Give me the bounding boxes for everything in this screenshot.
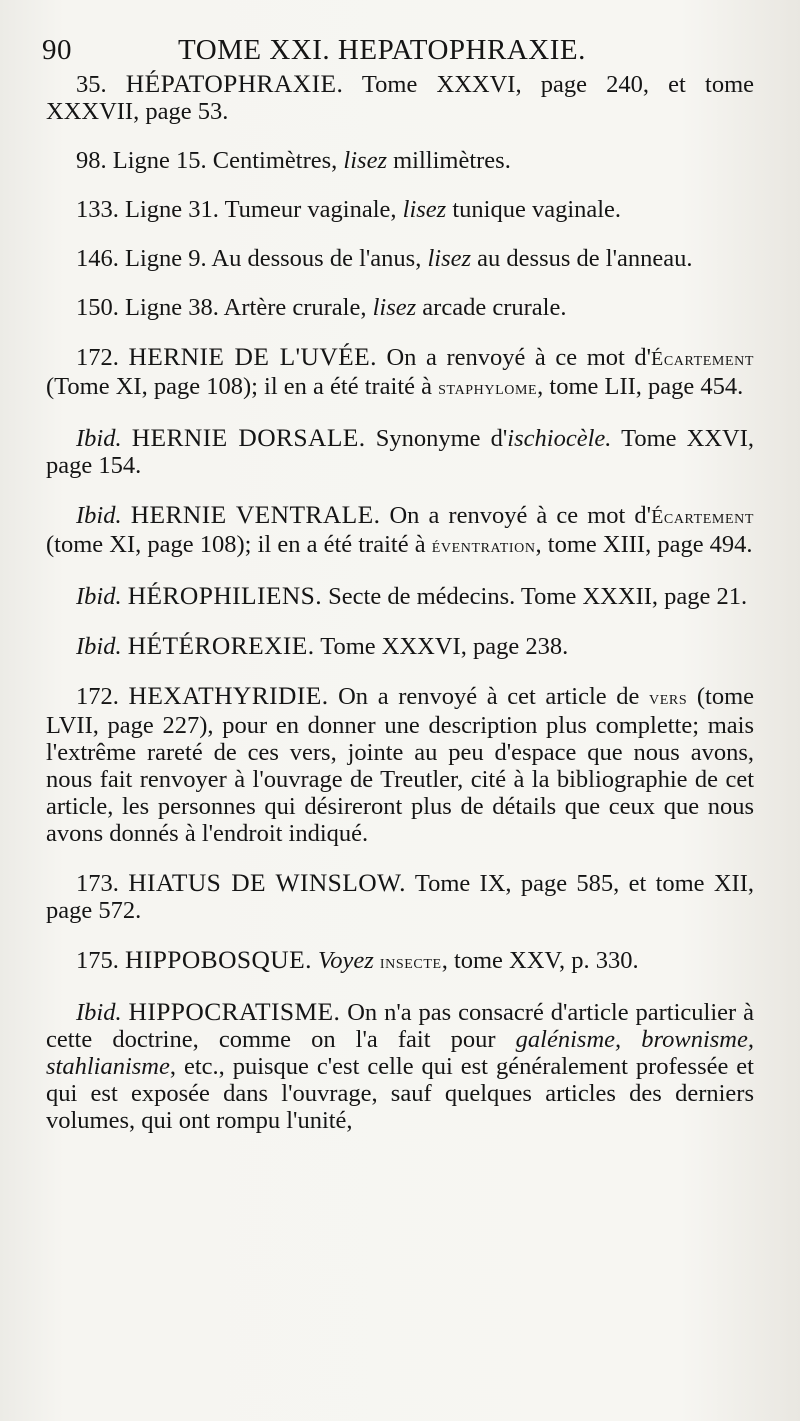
entry-text-segment: [122, 999, 129, 1026]
entry-text-segment: Ibid.: [76, 583, 122, 610]
entry-175: [46, 946, 754, 976]
entry-heterorexie: [46, 632, 754, 660]
entry-text-segment: Écartement: [651, 348, 754, 370]
entry-text-segment: 146. Ligne 9. Au dessous de l'anus,: [76, 245, 428, 272]
entry-text-segment: 133. Ligne 31. Tumeur vaginale,: [76, 196, 403, 223]
entry-text-segment: On a renvoyé à ce mot d': [380, 502, 652, 529]
entry-text-segment: HIPPOCRATISME.: [128, 997, 341, 1026]
entry-text-segment: Écartement: [651, 506, 754, 528]
running-header: [42, 30, 754, 70]
entry-98: [46, 147, 754, 174]
entry-text-segment: vers: [649, 687, 688, 709]
entry-text-segment: HEXATHYRIDIE.: [128, 681, 329, 710]
entry-text-segment: HERNIE VENTRALE.: [130, 500, 381, 529]
entry-text-segment: éventration: [431, 535, 536, 557]
entry-text-segment: Ibid.: [76, 633, 122, 660]
entry-text-segment: Voyez: [318, 947, 374, 974]
entry-text-segment: , etc., puisque c'est celle qui est généralement professée et qui est exposée dans l'ouvrage, sauf quelques articles des derniers volumes, qui ont rompu l'unité,: [46, 1053, 754, 1134]
entry-text-segment: (tome LVII, page 227), pour en donner une description plus complette; mais l'extrême rareté de ces vers, jointe au peu d'espace que nous avons, nous fait renvoyer à l'ouvrage de Treutler, cité à la bibliographie de cet article, les personnes qui désireront plus de détails que ceux que nous avons donnés à l'endroit indiqué.: [46, 683, 754, 847]
entry-text-segment: Ibid.: [76, 999, 122, 1026]
entry-146: [46, 245, 754, 272]
entry-text-segment: arcade crurale.: [416, 294, 567, 321]
entry-text-segment: HÉTÉROREXIE.: [127, 631, 315, 660]
entry-text-segment: Ibid.: [76, 502, 122, 529]
entry-text-segment: [122, 425, 132, 452]
page-body: [46, 70, 754, 1134]
entry-hippocratisme: [46, 998, 754, 1134]
entry-text-segment: 175.: [76, 947, 125, 974]
entry-hernie-dorsale: [46, 424, 754, 479]
entry-text-segment: Synonyme d': [365, 425, 508, 452]
entry-text-segment: HÉROPHILIENS.: [127, 581, 323, 610]
entry-text-segment: ischiocèle.: [507, 425, 612, 452]
entry-text-segment: 150. Ligne 38. Artère crurale,: [76, 294, 373, 321]
entry-150: [46, 294, 754, 321]
entry-172-hexathyridie: [46, 682, 754, 847]
entry-text-segment: HERNIE DE L'UVÉE.: [128, 342, 377, 371]
entry-text-segment: tunique vaginale.: [446, 196, 622, 223]
entry-text-segment: Ibid.: [76, 425, 122, 452]
entry-text-segment: millimètres.: [386, 147, 511, 174]
entry-text-segment: au dessus de l'anneau.: [471, 245, 693, 272]
entry-text-segment: , tome XXV, p. 330.: [441, 947, 639, 974]
entry-herophiliens: [46, 582, 754, 610]
entry-text-segment: 172.: [76, 683, 129, 710]
entry-text-segment: HIATUS DE WINSLOW.: [128, 868, 406, 897]
entry-text-segment: , tome XIII, page 494.: [535, 531, 753, 558]
entry-text-segment: 98. Ligne 15. Centimètres,: [76, 147, 344, 174]
entry-text-segment: Tome XXVI, page 154.: [46, 425, 754, 479]
entry-text-segment: HÉPATOPHRAXIE.: [125, 69, 344, 98]
entry-text-segment: staphylome: [438, 377, 538, 399]
entry-text-segment: 172.: [76, 344, 129, 371]
entry-173: [46, 869, 754, 924]
entry-text-segment: , tome LII, page 454.: [537, 373, 744, 400]
entry-text-segment: 35.: [76, 71, 126, 98]
entry-text-segment: Tome XXXVI, page 238.: [314, 633, 569, 660]
entry-text-segment: On a renvoyé à ce mot d': [376, 344, 652, 371]
entry-text-segment: Tome XXXVI, page 240, et tome XXXVII, page 53.: [46, 71, 754, 125]
entry-text-segment: lisez: [427, 245, 472, 272]
entry-text-segment: HIPPOBOSQUE.: [125, 945, 312, 974]
entry-text-segment: HERNIE DORSALE.: [131, 423, 366, 452]
entry-text-segment: Tome IX, page 585, et tome XII, page 572.: [46, 870, 754, 924]
entry-text-segment: (Tome XI, page 108); il en a été traité à: [46, 373, 439, 400]
entry-text-segment: 173.: [76, 870, 129, 897]
entry-text-segment: Secte de médecins. Tome XXXII, page 21.: [322, 583, 748, 610]
entry-text-segment: On n'a pas consacré d'article particulier à cette doctrine, comme on l'a fait pour: [46, 999, 754, 1053]
entry-text-segment: galénisme, brownisme, stahlianisme: [46, 1026, 754, 1080]
entry-133: [46, 196, 754, 223]
entry-hernie-ventrale: [46, 501, 754, 560]
entry-text-segment: lisez: [343, 147, 387, 174]
entry-172-hernie-uvee: [46, 343, 754, 402]
entry-text-segment: lisez: [372, 294, 417, 321]
entry-text-segment: lisez: [402, 196, 447, 223]
entry-text-segment: On a renvoyé à cet article de: [328, 683, 650, 710]
entry-35: [46, 70, 754, 125]
running-title: TOME XXI. HEPATOPHRAXIE.: [178, 34, 586, 66]
page-number: 90: [42, 34, 72, 66]
entry-text-segment: (tome XI, page 108); il en a été traité à: [46, 531, 432, 558]
entry-text-segment: [122, 502, 131, 529]
entry-text-segment: insecte: [379, 951, 442, 973]
